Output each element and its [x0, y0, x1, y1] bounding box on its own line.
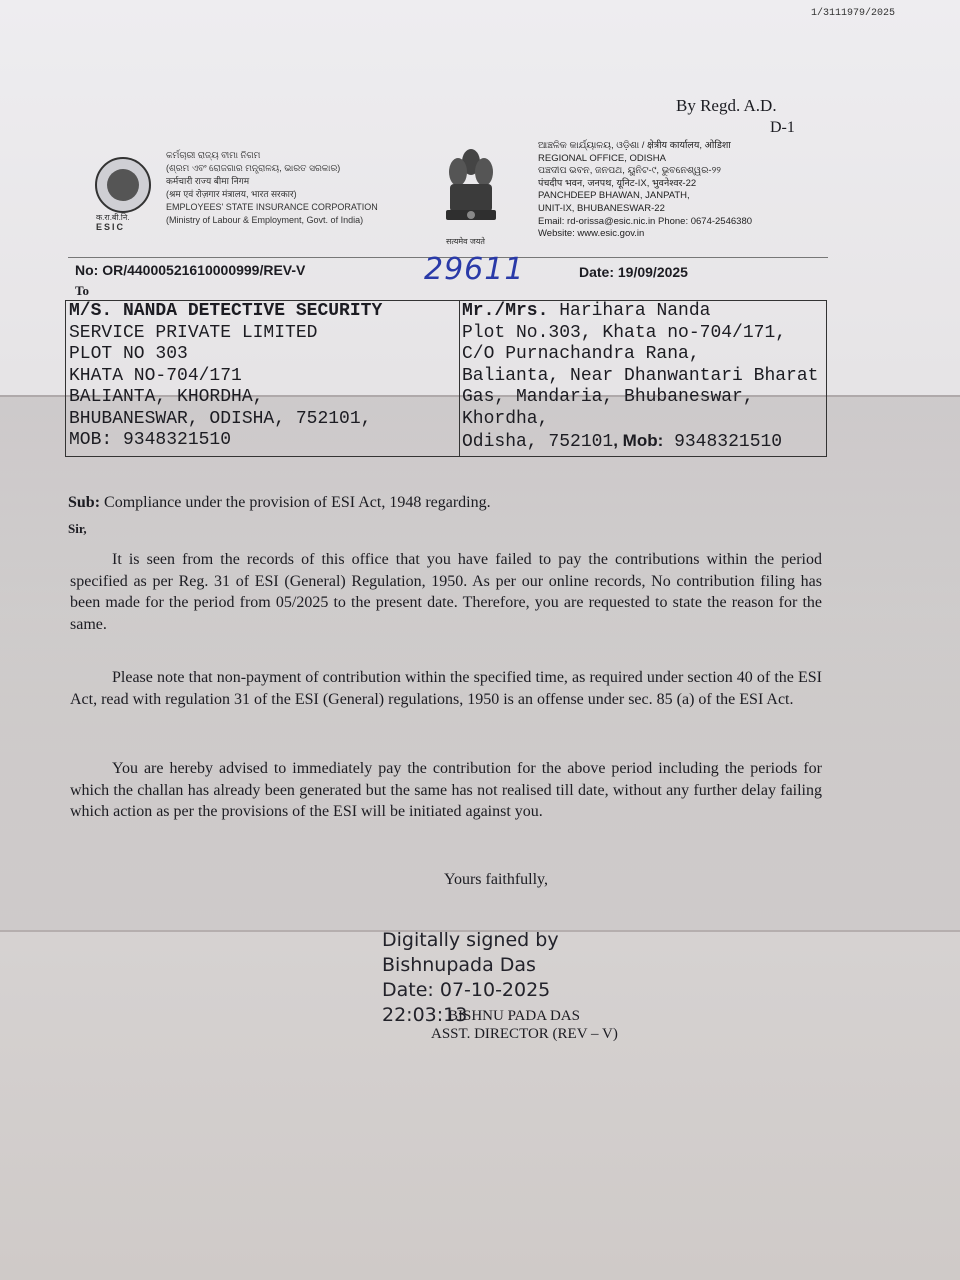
mobile-label: , Mob: — [613, 431, 664, 450]
occupier-name-line — [462, 301, 824, 323]
signature-line: Digitally signed by — [382, 929, 559, 951]
address-last-line — [462, 430, 824, 454]
body-paragraph: Please note that non-payment of contribution within the specified time, as required under section 40 of the ESI Act, read with regulation 31 of the ESI (General) regulations, 1950 is an offense under sec. 85 (a) of the ESI Act. — [70, 669, 822, 708]
handwritten-number: 29611 — [424, 252, 525, 287]
signatory-designation: ASST. DIRECTOR (REV – V) — [431, 1026, 618, 1042]
occupier-name: Harihara Nanda — [548, 301, 711, 321]
org-ministry-hindi: (श्रम एवं रोज़गार मंत्रालय, भारत सरकार) — [166, 189, 297, 199]
esic-logo-abbr: ESIC — [96, 222, 126, 232]
org-name-hindi: कर्मचारी राज्य बीमा निगम — [166, 176, 250, 186]
office-address-odia: ପଞ୍ଚଦୀପ ଭବନ, ଜନପଥ, ୟୁନିଟ-୯, ଭୁବନେଶ୍ୱର-୨୨ — [538, 165, 722, 177]
national-emblem-icon — [442, 142, 500, 238]
regional-office-header — [538, 140, 752, 241]
address-line: BHUBANESWAR, ODISHA, 752101, — [69, 408, 372, 429]
office-address-hindi: पंचदीप भवन, जनपथ, यूनिट-IX, भुवनेश्वर-22 — [538, 177, 697, 189]
org-ministry-odia: (ଶ୍ରମ ଏବଂ ରୋଜଗାର ମନ୍ତ୍ରାଳୟ, ଭାରତ ସରକାର) — [166, 163, 341, 173]
office-contact: Email: rd-orissa@esic.nic.in Phone: 0674-2546380 — [538, 215, 753, 227]
office-line-regional: ଆଞ୍ଚଳିକ କାର୍ଯ୍ୟାଳୟ, ଓଡ଼ିଶା / क्षेत्रीय कार्यालय, ओडिशा — [538, 140, 731, 151]
office-website: Website: www.esic.gov.in — [538, 228, 645, 240]
reference-number: 1/3111979/2025 — [810, 8, 895, 19]
address-box — [65, 300, 827, 457]
address-employer — [69, 301, 454, 452]
address-line: Balianta, Near Dhanwantari Bharat — [462, 365, 819, 386]
address-line: Khordha, — [462, 408, 549, 429]
address-line: Plot No.303, Khata no-704/171, — [462, 322, 787, 343]
letter-number: No: OR/44000521610000999/REV-V — [75, 262, 306, 278]
dispatch-mode: By Regd. A.D. — [676, 96, 777, 115]
subject-label: Sub: — [68, 494, 101, 511]
address-line: M/S. NANDA DETECTIVE SECURITY — [69, 301, 383, 321]
org-name-english: EMPLOYEES' STATE INSURANCE CORPORATION — [166, 202, 378, 212]
esic-logo — [95, 157, 151, 213]
address-occupier — [459, 301, 824, 456]
address-line: MOB: 9348321510 — [69, 430, 232, 450]
to-label: To — [75, 283, 89, 298]
subject-line — [68, 494, 491, 512]
address-line: Gas, Mandaria, Bhubaneswar, — [462, 387, 754, 407]
salutation: Sir, — [68, 521, 87, 536]
dispatch-code: D-1 — [770, 119, 795, 136]
org-ministry-english: (Ministry of Labour & Employment, Govt. of India) — [166, 215, 364, 225]
organization-header-left — [166, 149, 378, 227]
address-line: KHATA NO-704/171 — [69, 365, 242, 386]
paper-shadow — [0, 395, 960, 930]
body-paragraph: It is seen from the records of this office that you have failed to pay the contributions within the period specified as per Reg. 31 of ESI (General) Regulation, 1950. As per our online records, No contribution filing has been made for the period from 05/2025 to the present date. Therefore, you are requested to state the reason for the same. — [70, 551, 822, 633]
office-address-english-2: UNIT-IX, BHUBANESWAR-22 — [538, 202, 665, 214]
address-line: BALIANTA, KHORDHA, — [69, 387, 264, 407]
occupier-salutation: Mr./Mrs. — [462, 301, 549, 321]
office-address-english-1: PANCHDEEP BHAWAN, JANPATH, — [538, 190, 690, 202]
letter-date: Date: 19/09/2025 — [579, 264, 688, 280]
signatory-name: BISHNU PADA DAS — [448, 1008, 580, 1024]
body-paragraph: You are hereby advised to immediately pay the contribution for the above period including the periods for which the challan has already been generated but the same has not realised till date, without any further delay failing which action as per the provisions of the ESI will be initiated against you. — [70, 760, 822, 820]
mobile-number: 9348321510 — [663, 432, 783, 452]
subject-text: Compliance under the provision of ESI Act, 1948 regarding. — [100, 494, 491, 511]
org-name-odia: କର୍ମଚାରୀ ରାଜ୍ୟ ବୀମା ନିଗମ — [166, 150, 261, 160]
signature-line: Bishnupada Das — [382, 954, 536, 976]
signature-line: 22:03:13 — [382, 1004, 468, 1026]
address-state-pin: Odisha, 752101 — [462, 432, 614, 452]
office-name-english: REGIONAL OFFICE, ODISHA — [538, 152, 666, 164]
emblem-motto: सत्यमेव जयते — [446, 237, 485, 246]
address-line: SERVICE PRIVATE LIMITED — [69, 322, 318, 343]
address-line: C/O Purnachandra Rana, — [462, 344, 700, 364]
closing: Yours faithfully, — [444, 871, 549, 888]
signature-line: Date: 07-10-2025 — [382, 979, 551, 1001]
esic-logo-hindi: क.रा.बी.नि. — [96, 213, 130, 222]
address-line: PLOT NO 303 — [69, 344, 188, 364]
